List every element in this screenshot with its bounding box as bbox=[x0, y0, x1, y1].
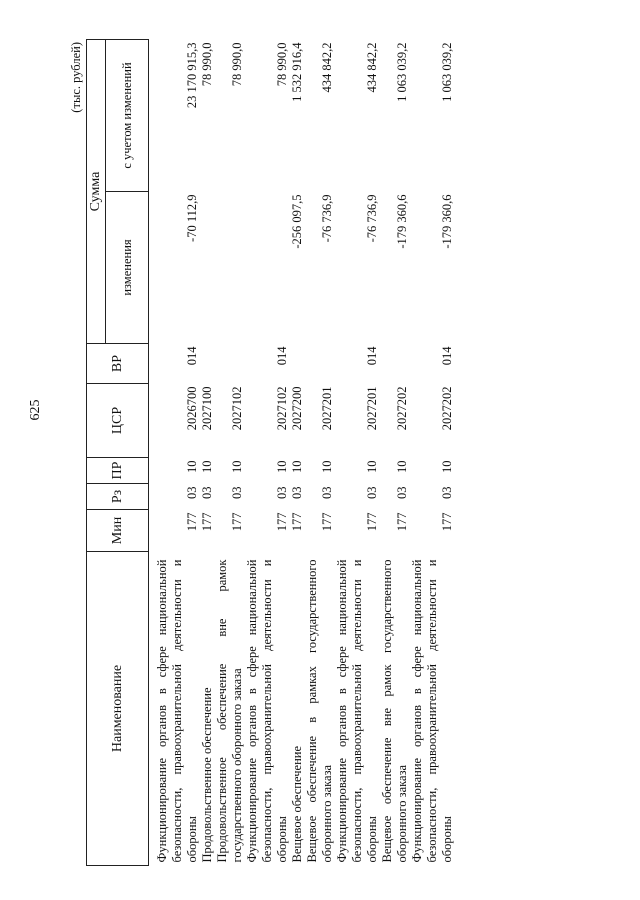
budget-table bbox=[86, 39, 455, 866]
row-rz: 03 bbox=[185, 486, 199, 499]
row-min: 177 bbox=[290, 512, 304, 532]
row-csr: 2027102 bbox=[275, 386, 289, 431]
header-with-changes: с учетом изменений bbox=[106, 40, 149, 192]
header-csr: ЦСР bbox=[87, 384, 149, 458]
row-with-changes: 434 842,2 bbox=[320, 42, 334, 93]
header-sum: Сумма bbox=[87, 40, 106, 344]
row-name: Продовольственное обеспечение вне рамок государственного оборонного заказа bbox=[215, 559, 244, 863]
row-name: Функционирование органов в сфере национальной безопасности, правоохранительной деятельности и обороны bbox=[335, 559, 379, 863]
row-with-changes: 78 990,0 bbox=[275, 42, 289, 87]
row-vr bbox=[290, 344, 305, 384]
table-row bbox=[335, 40, 380, 866]
row-pr: 10 bbox=[440, 460, 454, 473]
row-vr bbox=[305, 344, 335, 384]
row-csr: 2026700 bbox=[185, 386, 199, 431]
row-rz: 03 bbox=[320, 486, 334, 499]
row-min: 177 bbox=[230, 512, 244, 532]
row-csr: 2027200 bbox=[290, 386, 304, 431]
row-rz: 03 bbox=[440, 486, 454, 499]
row-min: 177 bbox=[395, 512, 409, 532]
row-pr: 10 bbox=[365, 460, 379, 473]
row-name: Вещевое обеспечение в рамках государственного оборонного заказа bbox=[305, 559, 334, 863]
table-row bbox=[305, 40, 335, 866]
row-pr: 10 bbox=[275, 460, 289, 473]
row-vr bbox=[200, 344, 215, 384]
row-changes bbox=[245, 192, 290, 344]
header-vr: ВР bbox=[87, 344, 149, 384]
row-name: Функционирование органов в сфере национальной безопасности, правоохранительной деятельности и обороны bbox=[245, 559, 289, 863]
row-name: Вещевое обеспечение bbox=[290, 746, 304, 863]
row-changes bbox=[215, 192, 245, 344]
row-with-changes: 78 990,0 bbox=[230, 42, 244, 87]
header-changes: изменения bbox=[106, 192, 149, 344]
row-name: Продовольственное обеспечение bbox=[200, 687, 214, 863]
row-csr: 2027100 bbox=[200, 386, 214, 431]
header-name: Наименование bbox=[87, 552, 149, 866]
row-pr: 10 bbox=[320, 460, 334, 473]
row-with-changes: 1 063 039,2 bbox=[440, 42, 454, 102]
row-pr: 10 bbox=[230, 460, 244, 473]
page-number: 625 bbox=[28, 399, 43, 421]
row-rz: 03 bbox=[290, 486, 304, 499]
table-row bbox=[245, 40, 290, 866]
row-name: Вещевое обеспечение вне рамок государственного оборонного заказа bbox=[380, 559, 409, 863]
table-row bbox=[200, 40, 215, 866]
table-header bbox=[87, 40, 149, 866]
row-changes: -179 360,6 bbox=[395, 194, 409, 249]
row-changes: -179 360,6 bbox=[440, 194, 454, 249]
row-with-changes: 1 063 039,2 bbox=[395, 42, 409, 102]
table-row bbox=[149, 40, 201, 866]
row-name: Функционирование органов в сфере национальной безопасности, правоохранительной деятельности и обороны bbox=[410, 559, 454, 863]
row-csr: 2027201 bbox=[320, 386, 334, 431]
row-changes: -70 112,9 bbox=[185, 194, 199, 242]
row-rz: 03 bbox=[200, 486, 214, 499]
table-row bbox=[380, 40, 410, 866]
row-csr: 2027201 bbox=[365, 386, 379, 431]
table-row bbox=[215, 40, 245, 866]
row-changes: -256 097,5 bbox=[290, 194, 304, 249]
row-vr: 014 bbox=[275, 346, 289, 366]
table-body bbox=[149, 40, 456, 866]
table-row bbox=[290, 40, 305, 866]
row-rz: 03 bbox=[230, 486, 244, 499]
row-min: 177 bbox=[365, 512, 379, 532]
row-pr: 10 bbox=[200, 460, 214, 473]
row-vr: 014 bbox=[365, 346, 379, 366]
row-rz: 03 bbox=[365, 486, 379, 499]
row-with-changes: 434 842,2 bbox=[365, 42, 379, 93]
header-rz: Рз bbox=[87, 484, 149, 510]
row-changes: -76 736,9 bbox=[365, 194, 379, 243]
row-name: Функционирование органов в сфере национальной безопасности, правоохранительной деятельности и обороны bbox=[155, 559, 199, 863]
row-csr: 2027202 bbox=[440, 386, 454, 431]
row-csr: 2027102 bbox=[230, 386, 244, 431]
row-with-changes: 23 170 915,3 bbox=[185, 42, 199, 109]
row-rz: 03 bbox=[395, 486, 409, 499]
row-vr: 014 bbox=[185, 346, 199, 366]
header-min: Мин bbox=[87, 510, 149, 552]
row-vr bbox=[380, 344, 410, 384]
row-changes: -76 736,9 bbox=[320, 194, 334, 243]
row-rz: 03 bbox=[275, 486, 289, 499]
units-label: (тыс. рублей) bbox=[69, 42, 83, 113]
row-pr: 10 bbox=[290, 460, 304, 473]
row-min: 177 bbox=[185, 512, 199, 532]
row-changes bbox=[200, 192, 215, 344]
row-vr bbox=[215, 344, 245, 384]
row-min: 177 bbox=[320, 512, 334, 532]
row-csr: 2027202 bbox=[395, 386, 409, 431]
row-pr: 10 bbox=[185, 460, 199, 473]
table-row bbox=[410, 40, 455, 866]
row-min: 177 bbox=[275, 512, 289, 532]
row-with-changes: 78 990,0 bbox=[200, 42, 214, 87]
row-vr: 014 bbox=[440, 346, 454, 366]
row-with-changes: 1 532 916,4 bbox=[290, 42, 304, 102]
row-min: 177 bbox=[200, 512, 214, 532]
header-pr: ПР bbox=[87, 458, 149, 484]
row-pr: 10 bbox=[395, 460, 409, 473]
rotated-document bbox=[68, 40, 588, 866]
row-min: 177 bbox=[440, 512, 454, 532]
